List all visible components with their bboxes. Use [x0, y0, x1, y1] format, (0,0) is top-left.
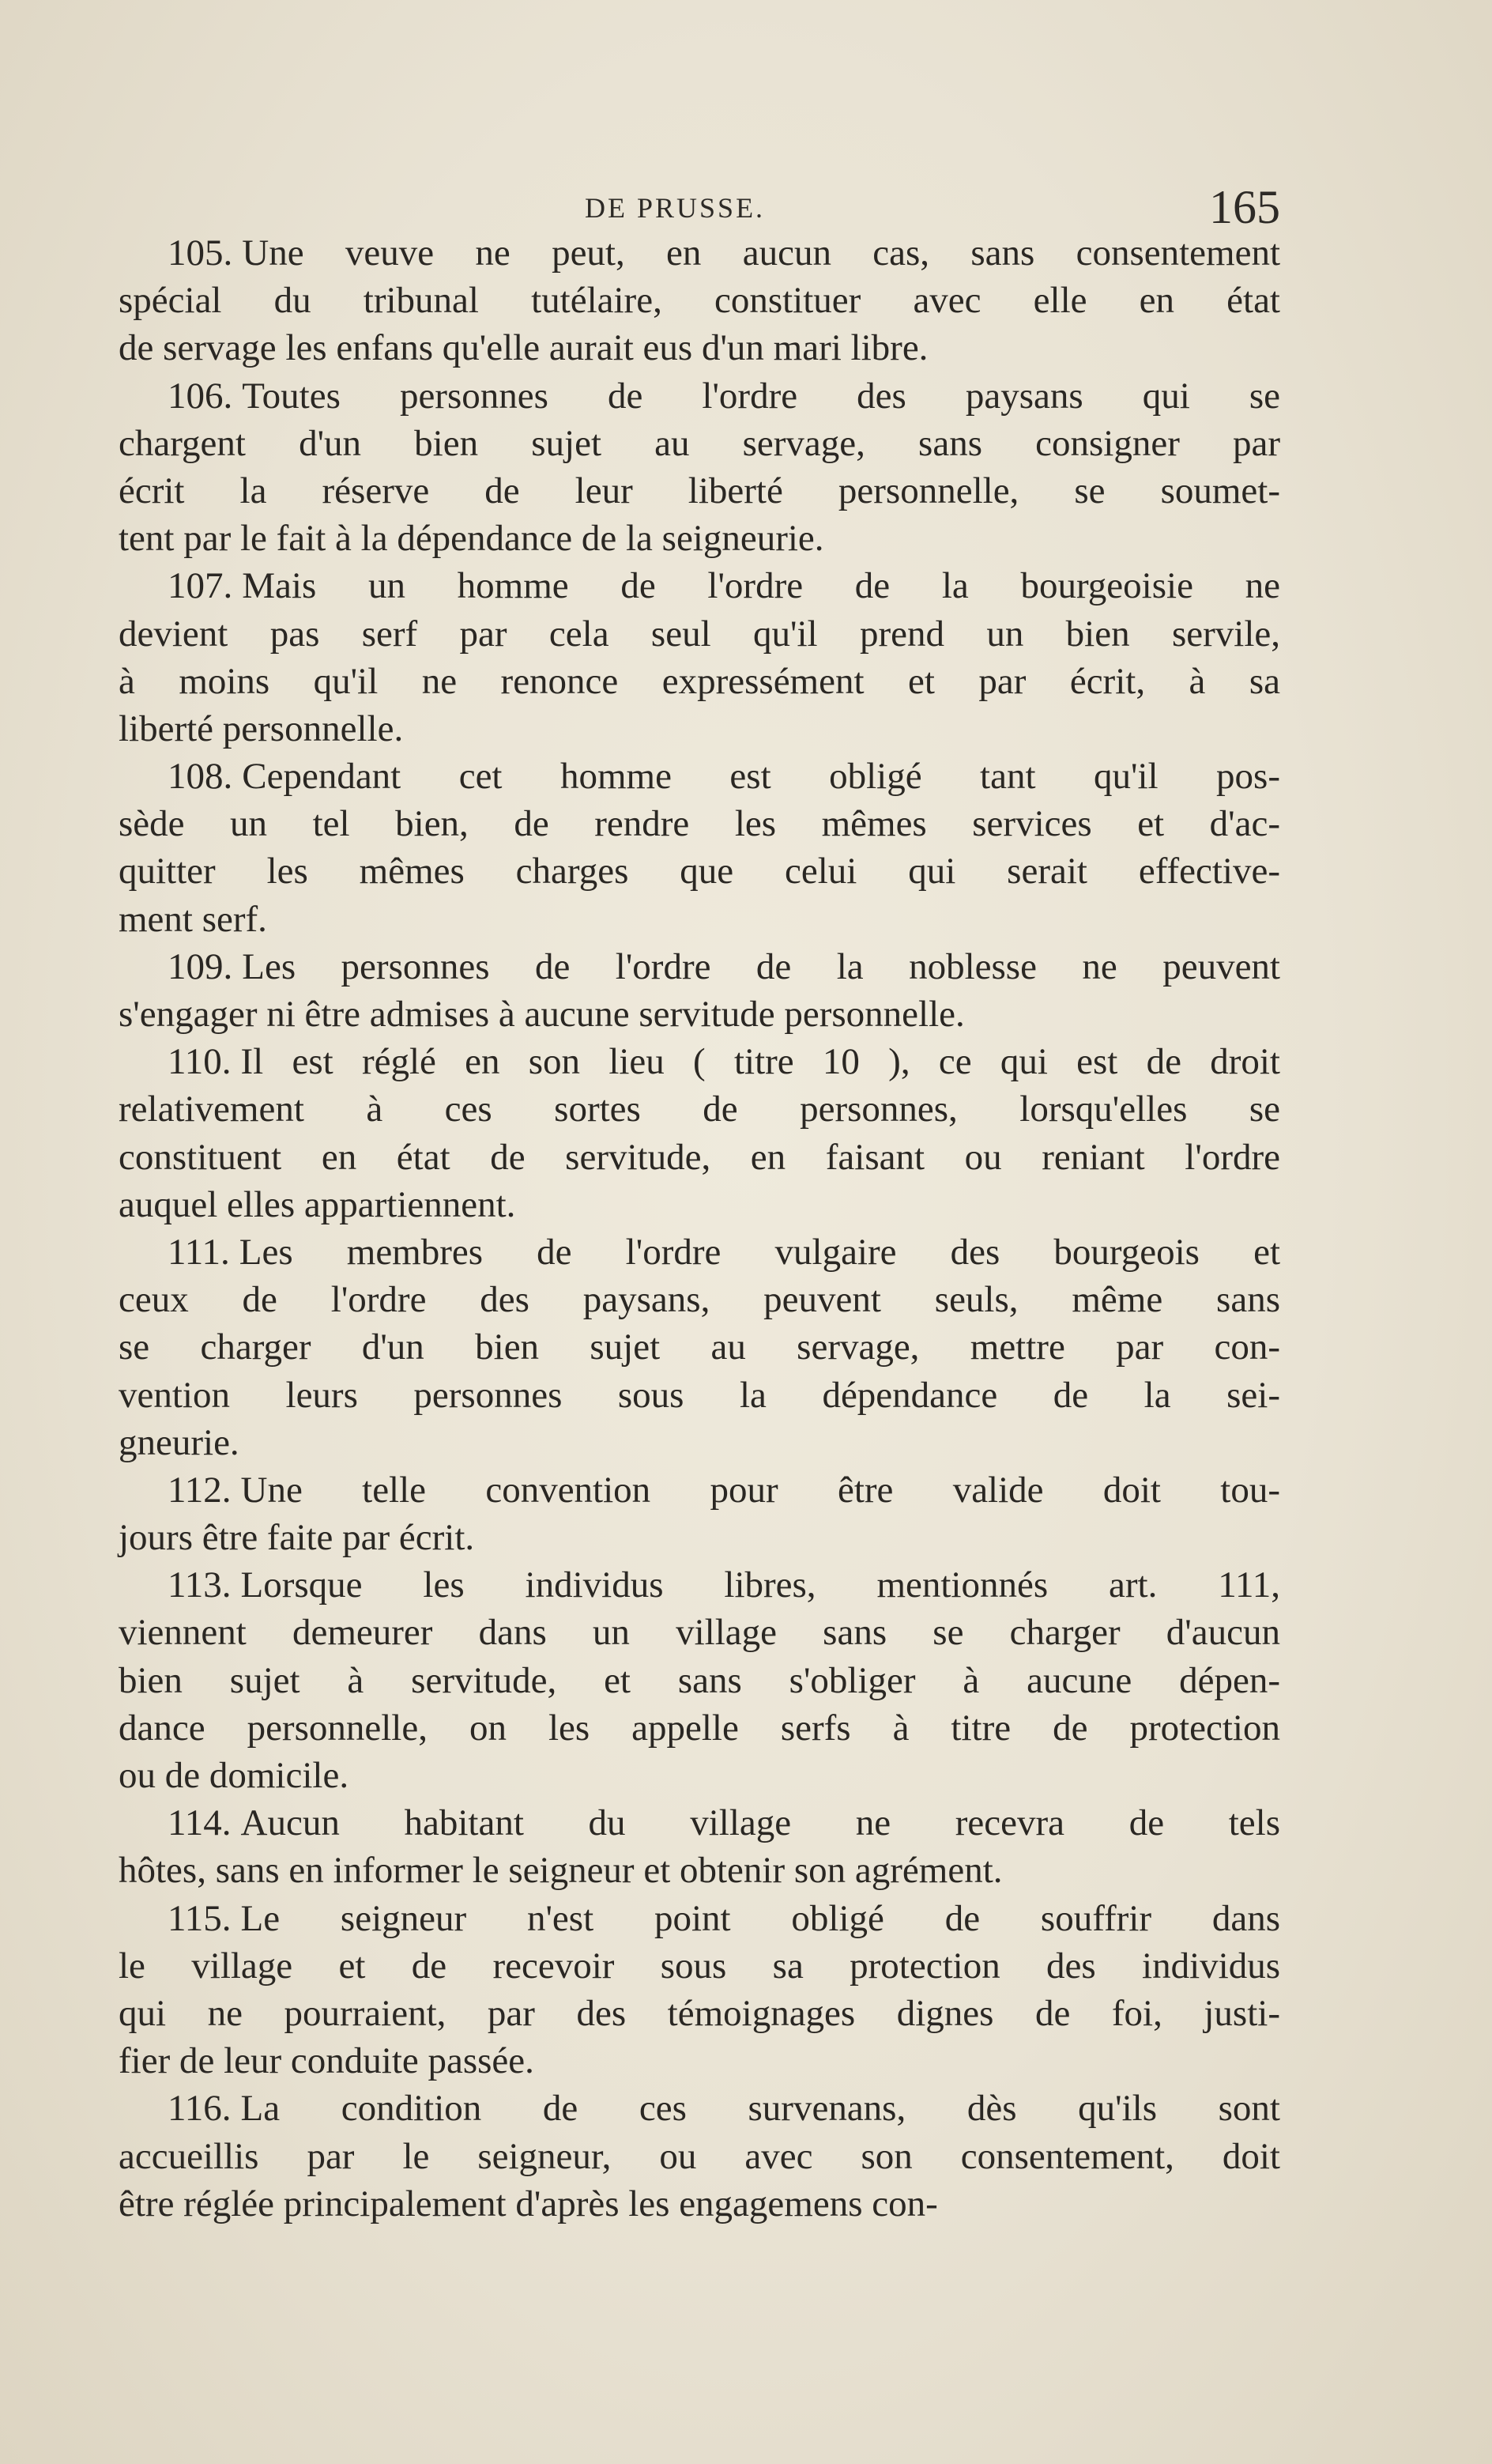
- text-line: [119, 372, 1280, 420]
- line-text: Le seigneur n'est point obligé de souffrir dans: [240, 1897, 1280, 1939]
- article-number: 111.: [168, 1231, 230, 1273]
- text-line: [119, 1134, 1280, 1181]
- article-109: [119, 943, 1280, 1038]
- line-text: viennent demeurer dans un village sans se charger d'aucun: [119, 1612, 1280, 1654]
- line-text: chargent d'un bien sujet au servage, sans consigner par: [119, 422, 1280, 464]
- line-text: devient pas serf par cela seul qu'il prend un bien servile,: [119, 613, 1280, 655]
- text-line: [119, 2180, 1280, 2228]
- article-115: [119, 1895, 1280, 2085]
- article-111: [119, 1228, 1280, 1466]
- line-text: hôtes, sans en informer le seigneur et obtenir son agrément.: [119, 1850, 1003, 1892]
- line-text: Les membres de l'ordre vulgaire des bourgeois et: [239, 1231, 1280, 1273]
- line-text: ou de domicile.: [119, 1755, 349, 1796]
- text-line: [119, 1228, 1280, 1276]
- line-text: Les personnes de l'ordre de la noblesse ne peuvent: [242, 945, 1280, 987]
- line-text: Une veuve ne peut, en aucun cas, sans consentement: [242, 232, 1280, 274]
- article-number: 105.: [168, 232, 233, 274]
- line-text: jours être faite par écrit.: [119, 1517, 475, 1559]
- line-text: être réglée principalement d'après les engagemens con-: [119, 2183, 938, 2224]
- article-number: 108.: [168, 756, 233, 798]
- text-line: [119, 1609, 1280, 1656]
- line-text: Il est réglé en son lieu ( titre 10 ), ce qui est de droit: [240, 1041, 1280, 1083]
- text-line: [119, 1752, 1280, 1799]
- text-line: [119, 991, 1280, 1038]
- text-line: [119, 1323, 1280, 1371]
- text-line: [119, 1038, 1280, 1085]
- text-line: [119, 2133, 1280, 2180]
- line-text: s'engager ni être admises à aucune servitude personnelle.: [119, 994, 965, 1035]
- text-line: [119, 1990, 1280, 2037]
- line-text: Lorsque les individus libres, mentionnés art. 111,: [240, 1564, 1280, 1606]
- line-text: qui ne pourraient, par des témoignages dignes de foi, justi-: [119, 1992, 1280, 2034]
- text-line: [119, 753, 1280, 800]
- text-line: [119, 658, 1280, 705]
- line-text: bien sujet à servitude, et sans s'obliger à aucune dépen-: [119, 1659, 1280, 1701]
- article-112: [119, 1466, 1280, 1561]
- text-line: [119, 1561, 1280, 1609]
- text-line: [119, 896, 1280, 943]
- line-text: Mais un homme de l'ordre de la bourgeoisie ne: [242, 565, 1280, 607]
- text-line: [119, 277, 1280, 324]
- article-number: 116.: [168, 2088, 232, 2130]
- text-line: [119, 1704, 1280, 1752]
- line-text: auquel elles appartiennent.: [119, 1183, 516, 1225]
- article-110: [119, 1038, 1280, 1228]
- line-text: La condition de ces survenans, dès qu'ils sont: [240, 2088, 1280, 2130]
- text-line: [119, 1895, 1280, 1942]
- line-text: relativement à ces sortes de personnes, lorsqu'elles se: [119, 1089, 1280, 1130]
- article-number: 110.: [168, 1041, 232, 1083]
- text-line: [119, 324, 1280, 372]
- line-text: Cependant cet homme est obligé tant qu'il pos-: [242, 756, 1280, 798]
- line-text: dance personnelle, on les appelle serfs à titre de protection: [119, 1707, 1280, 1749]
- text-line: [119, 1276, 1280, 1323]
- text-line: [119, 515, 1280, 562]
- line-text: ceux de l'ordre des paysans, peuvent seuls, même sans: [119, 1279, 1280, 1321]
- line-text: sède un tel bien, de rendre les mêmes services et d'ac-: [119, 803, 1280, 845]
- line-text: à moins qu'il ne renonce expressément et par écrit, à sa: [119, 660, 1280, 702]
- article-107: [119, 562, 1280, 753]
- text-line: [119, 1419, 1280, 1466]
- text-line: [119, 943, 1280, 991]
- page-number: 165: [1209, 181, 1280, 233]
- line-text: Aucun habitant du village ne recevra de tels: [240, 1802, 1280, 1844]
- article-113: [119, 1561, 1280, 1799]
- text-line: [119, 847, 1280, 895]
- article-106: [119, 372, 1280, 563]
- text-line: [119, 2085, 1280, 2132]
- line-text: de servage les enfans qu'elle aurait eus d'un mari libre.: [119, 327, 929, 369]
- line-text: écrit la réserve de leur liberté personnelle, se soumet-: [119, 470, 1280, 511]
- text-line: [119, 1372, 1280, 1419]
- article-number: 106.: [168, 375, 233, 417]
- text-line: [119, 1514, 1280, 1561]
- line-text: spécial du tribunal tutélaire, constituer avec elle en état: [119, 280, 1280, 322]
- line-text: quitter les mêmes charges que celui qui serait effective-: [119, 851, 1280, 892]
- line-text: vention leurs personnes sous la dépendance de la sei-: [119, 1374, 1280, 1416]
- article-number: 114.: [168, 1802, 232, 1844]
- text-line: [119, 2037, 1280, 2085]
- text-line: [119, 705, 1280, 753]
- text-line: [119, 562, 1280, 609]
- text-line: [119, 800, 1280, 847]
- text-line: [119, 1657, 1280, 1704]
- line-text: fier de leur conduite passée.: [119, 2040, 534, 2082]
- line-text: le village et de recevoir sous sa protection des individus: [119, 1945, 1280, 1987]
- article-116: [119, 2085, 1280, 2228]
- text-line: [119, 1085, 1280, 1133]
- article-number: 107.: [168, 565, 233, 607]
- text-line: [119, 1942, 1280, 1990]
- running-title: DE PRUSSE.: [585, 192, 766, 224]
- line-text: liberté personnelle.: [119, 708, 404, 749]
- article-number: 109.: [168, 945, 233, 987]
- article-text: [119, 229, 1280, 2228]
- line-text: accueillis par le seigneur, ou avec son consentement, doit: [119, 2135, 1280, 2177]
- text-line: [119, 1847, 1280, 1894]
- article-number: 113.: [168, 1564, 232, 1606]
- article-114: [119, 1799, 1280, 1894]
- line-text: ment serf.: [119, 898, 267, 940]
- line-text: se charger d'un bien sujet au servage, mettre par con-: [119, 1326, 1280, 1368]
- article-number: 115.: [168, 1897, 232, 1939]
- article-number: 112.: [168, 1469, 232, 1511]
- article-105: [119, 229, 1280, 372]
- text-line: [119, 467, 1280, 515]
- line-text: constituent en état de servitude, en faisant ou reniant l'ordre: [119, 1136, 1280, 1178]
- text-line: [119, 1466, 1280, 1514]
- line-text: Une telle convention pour être valide doit tou-: [240, 1469, 1280, 1511]
- text-line: [119, 1799, 1280, 1847]
- text-line: [119, 1181, 1280, 1228]
- line-text: tent par le fait à la dépendance de la seigneurie.: [119, 518, 824, 560]
- line-text: Toutes personnes de l'ordre des paysans qui se: [242, 375, 1280, 417]
- text-line: [119, 610, 1280, 658]
- text-line: [119, 229, 1280, 277]
- article-108: [119, 753, 1280, 943]
- line-text: gneurie.: [119, 1421, 239, 1463]
- text-line: [119, 420, 1280, 467]
